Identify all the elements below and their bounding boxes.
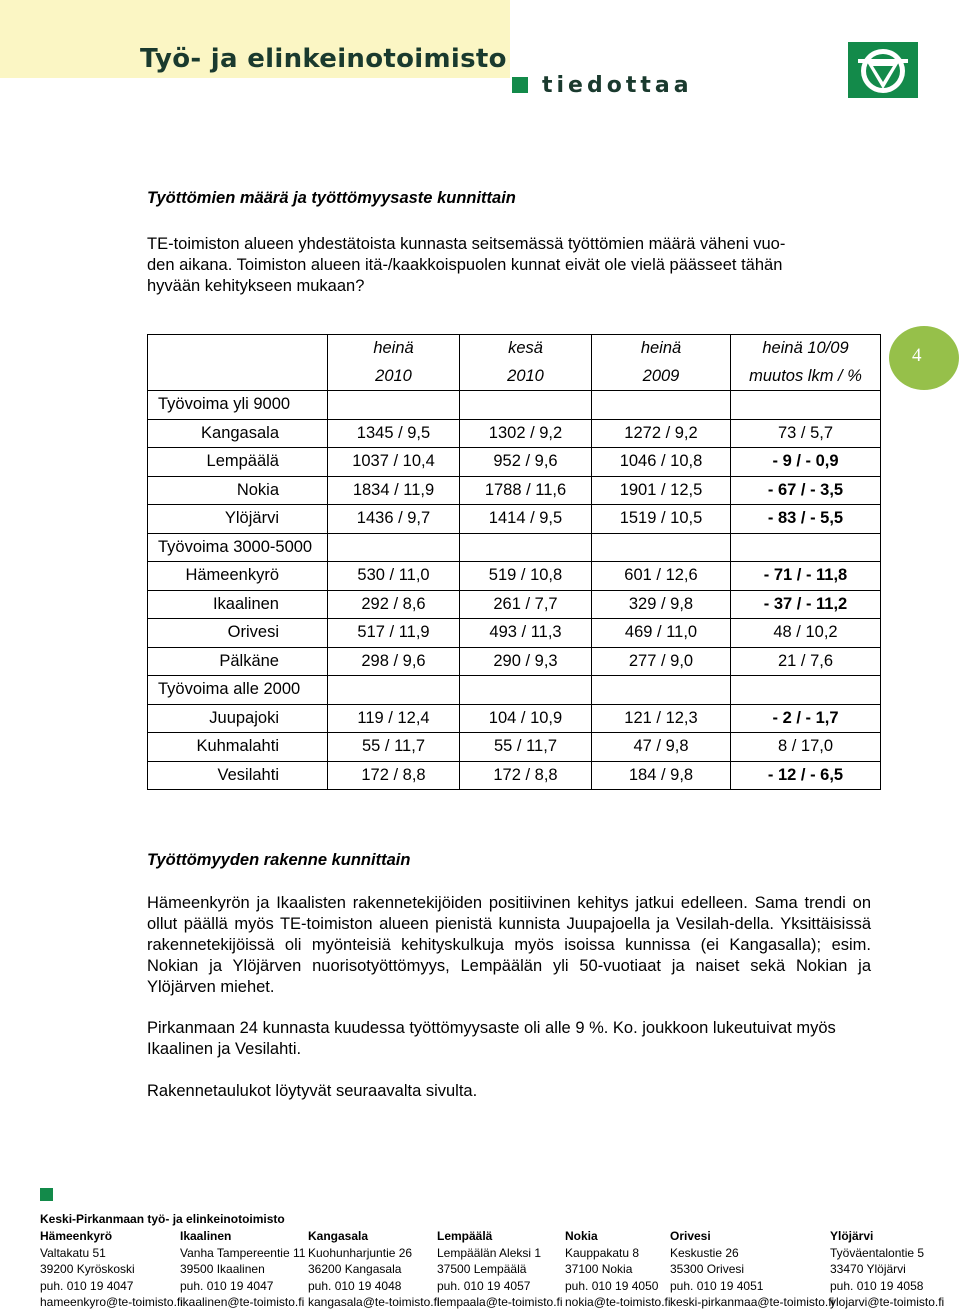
footer-organization: Keski-Pirkanmaan työ- ja elinkeinotoimisto (40, 1212, 285, 1226)
municipality-name: Pälkäne (148, 647, 328, 676)
office-street: Lempäälän Aleksi 1 (437, 1245, 542, 1260)
table-cell (148, 363, 328, 391)
office-name: Ikaalinen (180, 1229, 232, 1243)
value-cell: 1046 / 10,8 (592, 448, 731, 477)
value-cell: 47 / 9,8 (592, 733, 731, 762)
table-row (148, 647, 881, 676)
municipality-name: Orivesi (148, 619, 328, 648)
value-cell: 121 / 12,3 (592, 704, 731, 733)
table-row (148, 761, 881, 790)
office-postal: 39500 Ikaalinen (180, 1262, 265, 1276)
footer-office (40, 1228, 183, 1311)
table-header-cell: muutos lkm / % (731, 363, 881, 391)
value-cell: 1901 / 12,5 (592, 476, 731, 505)
page-title: Työ- ja elinkeinotoimisto (140, 44, 507, 74)
value-cell: 469 / 11,0 (592, 619, 731, 648)
office-street: Valtakatu 51 (40, 1245, 106, 1260)
office-phone: puh. 010 19 4057 (437, 1278, 531, 1293)
value-cell: 517 / 11,9 (328, 619, 460, 648)
table-row (148, 619, 881, 648)
municipality-name: Ylöjärvi (148, 505, 328, 534)
value-cell: 952 / 9,6 (460, 448, 592, 477)
change-cell: - 2 / - 1,7 (731, 704, 881, 733)
value-cell: 329 / 9,8 (592, 590, 731, 619)
intro-line: TE-toimiston alueen yhdestätoista kunnasta seitsemässä työttömien määrä väheni vuo- (147, 235, 786, 253)
value-cell: 172 / 8,8 (460, 761, 592, 790)
table-header-cell: heinä 10/09 (731, 335, 881, 363)
office-phone: puh. 010 19 4050 (565, 1278, 659, 1293)
value-cell: 1302 / 9,2 (460, 419, 592, 448)
table-header-cell: kesä (460, 335, 592, 363)
footer-office (830, 1228, 944, 1311)
footer-marker (40, 1188, 53, 1201)
office-name: Lempäälä (437, 1229, 493, 1243)
table-header-cell: 2010 (328, 363, 460, 391)
table-group-row (148, 533, 881, 562)
table-row (148, 733, 881, 762)
change-cell: 73 / 5,7 (731, 419, 881, 448)
table-row (148, 704, 881, 733)
office-email[interactable]: ikaalinen@te-toimisto.fi (180, 1295, 305, 1309)
municipality-name: Hämeenkyrö (148, 562, 328, 591)
office-name: Ylöjärvi (830, 1229, 874, 1243)
value-cell: 519 / 10,8 (460, 562, 592, 591)
table-header-row (148, 335, 881, 363)
office-name: Orivesi (670, 1229, 711, 1243)
value-cell: 172 / 8,8 (328, 761, 460, 790)
office-email[interactable]: nokia@te-toimisto.fi (565, 1295, 671, 1309)
office-phone: puh. 010 19 4048 (308, 1278, 402, 1293)
municipality-name: Ikaalinen (148, 590, 328, 619)
table-row (148, 419, 881, 448)
office-street: Työväentalontie 5 (830, 1245, 925, 1260)
footer-office (308, 1228, 440, 1311)
change-cell: 21 / 7,6 (731, 647, 881, 676)
office-phone: puh. 010 19 4047 (40, 1278, 134, 1293)
value-cell: 601 / 12,6 (592, 562, 731, 591)
green-square-marker (512, 77, 528, 93)
office-email[interactable]: keski-pirkanmaa@te-toimisto.fi (670, 1295, 835, 1309)
group-label: Työvoima alle 2000 (148, 676, 328, 705)
group-label: Työvoima 3000-5000 (148, 533, 328, 562)
footer-office (437, 1228, 563, 1311)
change-cell: - 9 / - 0,9 (731, 448, 881, 477)
table-row (148, 562, 881, 591)
structure-paragraph: Pirkanmaan 24 kunnasta kuudessa työttömyysaste oli alle 9 %. Ko. joukkoon lukeutuivat myös Ikaalinen ja Vesilahti. (147, 1019, 836, 1058)
office-street: Kauppakatu 8 (565, 1245, 640, 1260)
municipality-name: Lempäälä (148, 448, 328, 477)
intro-paragraph (147, 234, 871, 297)
value-cell: 119 / 12,4 (328, 704, 460, 733)
office-postal: 37500 Lempäälä (437, 1262, 527, 1276)
office-name: Kangasala (308, 1229, 369, 1243)
table-header-cell: heinä (592, 335, 731, 363)
value-cell: 1037 / 10,4 (328, 448, 460, 477)
value-cell: 261 / 7,7 (460, 590, 592, 619)
value-cell: 1345 / 9,5 (328, 419, 460, 448)
footer-office (180, 1228, 305, 1311)
office-name: Hämeenkyrö (40, 1229, 113, 1243)
office-street: Keskustie 26 (670, 1245, 739, 1260)
office-email[interactable]: kangasala@te-toimisto.fi (308, 1295, 440, 1309)
structure-paragraph: Hämeenkyrön ja Ikaalisten rakennetekijöiden positiivinen kehitys jatkui edelleen. Sama trendi on ollut päällä myös TE-toimiston alueen pienistä kunnista Juupajoella ja Vesilah-della. Yksittäisissä rakennetekijöissä oli myönteisiä kehityskulkuja myös isoissa kunnissa (ei Kangasalla); esim. Nokian ja Ylöjärven nuorisotyöttömyys, Lempäälän yli 50-vuotiaat ja naiset sekä Nokian ja Ylöjärven miehet. (147, 894, 871, 996)
section-heading-structure: Työttömyyden rakenne kunnittain (147, 851, 411, 869)
office-street: Vanha Tampereentie 11 (180, 1245, 306, 1260)
footer-office (670, 1228, 834, 1311)
office-postal: 33470 Ylöjärvi (830, 1262, 906, 1276)
office-postal: 37100 Nokia (565, 1262, 633, 1276)
value-cell: 493 / 11,3 (460, 619, 592, 648)
office-phone: puh. 010 19 4047 (180, 1278, 274, 1293)
table-row (148, 476, 881, 505)
table-group-row (148, 676, 881, 705)
office-email[interactable]: lempaala@te-toimisto.fi (437, 1295, 563, 1309)
municipality-name: Kuhmalahti (148, 733, 328, 762)
page-subtitle: tiedottaa (542, 73, 693, 98)
municipality-name: Vesilahti (148, 761, 328, 790)
intro-line: den aikana. Toimiston alueen itä-/kaakkoispuolen kunnat eivät ole vielä päässeet tähän (147, 256, 783, 274)
table-row (148, 448, 881, 477)
table-header-row (148, 363, 881, 391)
value-cell: 298 / 9,6 (328, 647, 460, 676)
value-cell: 104 / 10,9 (460, 704, 592, 733)
structure-paragraph: Rakennetaulukot löytyvät seuraavalta sivulta. (147, 1082, 478, 1100)
value-cell: 292 / 8,6 (328, 590, 460, 619)
value-cell: 1519 / 10,5 (592, 505, 731, 534)
section-heading-unemployment: Työttömien määrä ja työttömyysaste kunnittain (147, 189, 516, 207)
municipality-name: Nokia (148, 476, 328, 505)
table-header-cell: 2010 (460, 363, 592, 391)
value-cell: 1788 / 11,6 (460, 476, 592, 505)
office-postal: 36200 Kangasala (308, 1262, 402, 1276)
footer-office (565, 1228, 671, 1311)
office-postal: 35300 Orivesi (670, 1262, 745, 1276)
table-group-row (148, 391, 881, 420)
intro-line: hyvään kehitykseen mukaan? (147, 277, 365, 295)
value-cell: 1834 / 11,9 (328, 476, 460, 505)
office-phone: puh. 010 19 4051 (670, 1278, 764, 1293)
table-cell (148, 335, 328, 363)
page-number: 4 (912, 345, 922, 366)
value-cell: 1414 / 9,5 (460, 505, 592, 534)
municipality-name: Juupajoki (148, 704, 328, 733)
table-row (148, 590, 881, 619)
office-phone: puh. 010 19 4058 (830, 1278, 924, 1293)
table-header-cell: 2009 (592, 363, 731, 391)
office-email[interactable]: hameenkyro@te-toimisto.fi (40, 1295, 183, 1309)
change-cell: - 37 / - 11,2 (731, 590, 881, 619)
group-label: Työvoima yli 9000 (148, 391, 328, 420)
municipality-name: Kangasala (148, 419, 328, 448)
value-cell: 277 / 9,0 (592, 647, 731, 676)
value-cell: 1436 / 9,7 (328, 505, 460, 534)
change-cell: - 83 / - 5,5 (731, 505, 881, 534)
value-cell: 55 / 11,7 (460, 733, 592, 762)
office-name: Nokia (565, 1229, 598, 1243)
change-cell: - 67 / - 3,5 (731, 476, 881, 505)
office-street: Kuohunharjuntie 26 (308, 1245, 413, 1260)
table-header-cell: heinä (328, 335, 460, 363)
value-cell: 55 / 11,7 (328, 733, 460, 762)
change-cell: - 12 / - 6,5 (731, 761, 881, 790)
value-cell: 1272 / 9,2 (592, 419, 731, 448)
table-row (148, 505, 881, 534)
value-cell: 290 / 9,3 (460, 647, 592, 676)
office-email[interactable]: ylojarvi@te-toimisto.fi (830, 1295, 945, 1309)
unemployment-table (147, 334, 881, 790)
change-cell: 8 / 17,0 (731, 733, 881, 762)
te-logo-icon (848, 42, 918, 98)
office-postal: 39200 Kyröskoski (40, 1262, 135, 1276)
value-cell: 530 / 11,0 (328, 562, 460, 591)
change-cell: - 71 / - 11,8 (731, 562, 881, 591)
value-cell: 184 / 9,8 (592, 761, 731, 790)
change-cell: 48 / 10,2 (731, 619, 881, 648)
